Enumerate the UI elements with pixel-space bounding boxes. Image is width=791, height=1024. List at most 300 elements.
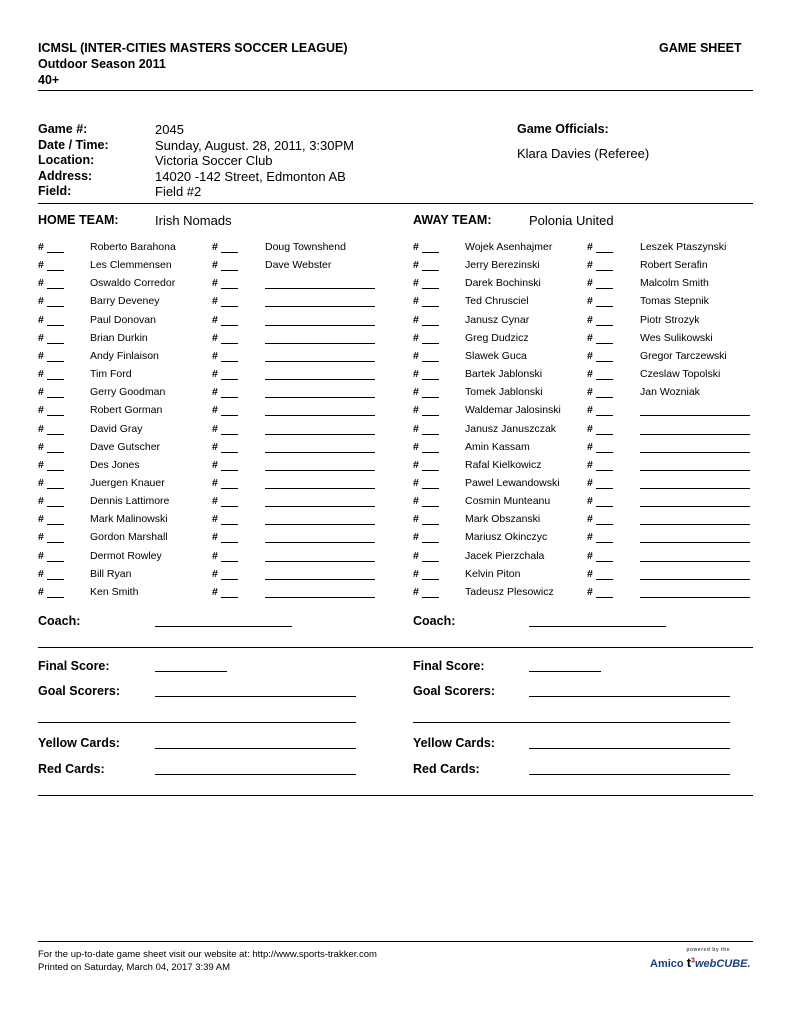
- footer-printed: Printed on Saturday, March 04, 2017 3:39 AM: [38, 962, 231, 973]
- jersey-number-field[interactable]: [212, 568, 238, 580]
- jersey-number-field[interactable]: [587, 459, 613, 471]
- number-prefix: #: [587, 423, 593, 435]
- jersey-number-field[interactable]: [587, 531, 613, 543]
- number-blank[interactable]: [422, 242, 439, 253]
- away-goal-scorers-line[interactable]: [529, 696, 730, 697]
- number-blank[interactable]: [422, 278, 439, 289]
- number-blank[interactable]: [422, 351, 439, 362]
- number-blank[interactable]: [596, 551, 613, 562]
- number-blank[interactable]: [47, 405, 64, 416]
- home-coach-label: Coach:: [38, 614, 81, 628]
- jersey-number-field[interactable]: [413, 386, 439, 398]
- jersey-number-field[interactable]: [212, 386, 238, 398]
- number-blank[interactable]: [47, 569, 64, 580]
- jersey-number-field[interactable]: [587, 277, 613, 289]
- number-blank[interactable]: [221, 369, 238, 380]
- away-player-name: Greg Dudzicz: [465, 332, 529, 344]
- number-prefix: #: [413, 277, 419, 289]
- field-label: Field:: [38, 184, 72, 198]
- away-player-blank-line[interactable]: [640, 513, 750, 525]
- header-divider: [38, 90, 753, 91]
- logo-brand-amico: Amico: [650, 958, 684, 970]
- home-player-blank-line[interactable]: [265, 404, 375, 416]
- away-player-blank-line[interactable]: [640, 441, 750, 453]
- home-player-name: Mark Malinowski: [90, 513, 168, 525]
- home-player-name: Juergen Knauer: [90, 477, 165, 489]
- away-player-name: Pawel Lewandowski: [465, 477, 560, 489]
- jersey-number-field[interactable]: [38, 423, 64, 435]
- number-blank[interactable]: [221, 496, 238, 507]
- home-player-blank-line[interactable]: [265, 350, 375, 362]
- number-blank[interactable]: [422, 587, 439, 598]
- away-red-cards-line[interactable]: [529, 774, 730, 775]
- number-blank[interactable]: [221, 514, 238, 525]
- away-player-blank-line[interactable]: [640, 459, 750, 471]
- jersey-number-field[interactable]: [212, 350, 238, 362]
- jersey-number-field[interactable]: [212, 259, 238, 271]
- number-blank[interactable]: [422, 260, 439, 271]
- home-player-name: Brian Durkin: [90, 332, 148, 344]
- number-prefix: #: [212, 277, 218, 289]
- home-player-blank-line[interactable]: [265, 441, 375, 453]
- away-yellow-cards-label: Yellow Cards:: [413, 736, 495, 750]
- number-blank[interactable]: [422, 387, 439, 398]
- number-blank[interactable]: [47, 260, 64, 271]
- number-blank[interactable]: [596, 442, 613, 453]
- jersey-number-field[interactable]: [212, 586, 238, 598]
- home-player-blank-line[interactable]: [265, 586, 375, 598]
- number-blank[interactable]: [221, 260, 238, 271]
- number-blank[interactable]: [47, 387, 64, 398]
- number-prefix: #: [38, 477, 44, 489]
- jersey-number-field[interactable]: [212, 241, 238, 253]
- season-title: Outdoor Season 2011: [38, 57, 166, 71]
- away-player-name: Tadeusz Plesowicz: [465, 586, 554, 598]
- home-player-blank-line[interactable]: [265, 277, 375, 289]
- logo-brand-cube: CUBE.: [716, 958, 751, 970]
- jersey-number-field[interactable]: [38, 477, 64, 489]
- game-number-label: Game #:: [38, 122, 88, 136]
- number-prefix: #: [413, 513, 419, 525]
- datetime-value: Sunday, August. 28, 2011, 3:30PM: [155, 138, 354, 153]
- number-blank[interactable]: [596, 460, 613, 471]
- jersey-number-field[interactable]: [38, 241, 64, 253]
- number-blank[interactable]: [47, 242, 64, 253]
- number-blank[interactable]: [596, 424, 613, 435]
- jersey-number-field[interactable]: [413, 332, 439, 344]
- number-prefix: #: [587, 495, 593, 507]
- home-player-blank-line[interactable]: [265, 568, 375, 580]
- jersey-number-field[interactable]: [38, 368, 64, 380]
- number-blank[interactable]: [47, 315, 64, 326]
- jersey-number-field[interactable]: [413, 441, 439, 453]
- jersey-number-field[interactable]: [38, 513, 64, 525]
- number-blank[interactable]: [47, 587, 64, 598]
- number-blank[interactable]: [422, 405, 439, 416]
- away-player-blank-line[interactable]: [640, 568, 750, 580]
- jersey-number-field[interactable]: [587, 568, 613, 580]
- game-number-value: 2045: [155, 122, 184, 137]
- number-prefix: #: [413, 568, 419, 580]
- home-player-blank-line[interactable]: [265, 368, 375, 380]
- jersey-number-field[interactable]: [38, 550, 64, 562]
- number-blank[interactable]: [596, 351, 613, 362]
- number-blank[interactable]: [596, 333, 613, 344]
- jersey-number-field[interactable]: [212, 423, 238, 435]
- number-blank[interactable]: [47, 424, 64, 435]
- number-prefix: #: [38, 495, 44, 507]
- jersey-number-field[interactable]: [38, 404, 64, 416]
- away-player-name: Rafal Kielkowicz: [465, 459, 542, 471]
- number-prefix: #: [413, 386, 419, 398]
- number-prefix: #: [212, 241, 218, 253]
- jersey-number-field[interactable]: [587, 550, 613, 562]
- number-prefix: #: [38, 586, 44, 598]
- away-player-name: Cosmin Munteanu: [465, 495, 551, 507]
- footer-divider: [38, 941, 753, 942]
- home-player-blank-line[interactable]: [265, 314, 375, 326]
- away-yellow-cards-line[interactable]: [529, 748, 730, 749]
- number-blank[interactable]: [422, 424, 439, 435]
- location-label: Location:: [38, 153, 95, 167]
- number-blank[interactable]: [221, 532, 238, 543]
- number-prefix: #: [212, 259, 218, 271]
- jersey-number-field[interactable]: [38, 332, 64, 344]
- number-blank[interactable]: [596, 587, 613, 598]
- jersey-number-field[interactable]: [413, 459, 439, 471]
- number-prefix: #: [38, 241, 44, 253]
- number-prefix: #: [587, 477, 593, 489]
- jersey-number-field[interactable]: [587, 404, 613, 416]
- away-player-name: Leszek Ptaszynski: [640, 241, 727, 253]
- number-blank[interactable]: [422, 514, 439, 525]
- number-prefix: #: [38, 568, 44, 580]
- number-blank[interactable]: [596, 532, 613, 543]
- number-blank[interactable]: [221, 405, 238, 416]
- home-goal-scorers-label: Goal Scorers:: [38, 684, 120, 698]
- home-player-blank-line[interactable]: [265, 459, 375, 471]
- jersey-number-field[interactable]: [587, 350, 613, 362]
- jersey-number-field[interactable]: [38, 277, 64, 289]
- jersey-number-field[interactable]: [413, 477, 439, 489]
- number-prefix: #: [413, 404, 419, 416]
- field-value: Field #2: [155, 184, 202, 199]
- jersey-number-field[interactable]: [212, 277, 238, 289]
- jersey-number-field[interactable]: [212, 495, 238, 507]
- number-blank[interactable]: [422, 496, 439, 507]
- home-player-blank-line[interactable]: [265, 550, 375, 562]
- jersey-number-field[interactable]: [413, 350, 439, 362]
- number-prefix: #: [413, 495, 419, 507]
- number-blank[interactable]: [422, 478, 439, 489]
- jersey-number-field[interactable]: [212, 459, 238, 471]
- number-prefix: #: [587, 459, 593, 471]
- away-coach-line[interactable]: [529, 626, 666, 627]
- number-blank[interactable]: [47, 460, 64, 471]
- jersey-number-field[interactable]: [413, 423, 439, 435]
- number-prefix: #: [413, 314, 419, 326]
- jersey-number-field[interactable]: [413, 277, 439, 289]
- number-blank[interactable]: [47, 514, 64, 525]
- number-blank[interactable]: [422, 460, 439, 471]
- number-blank[interactable]: [596, 278, 613, 289]
- away-player-name: Robert Serafin: [640, 259, 708, 271]
- home-final-score-line[interactable]: [155, 671, 227, 672]
- jersey-number-field[interactable]: [587, 423, 613, 435]
- number-prefix: #: [587, 550, 593, 562]
- jersey-number-field[interactable]: [38, 441, 64, 453]
- number-prefix: #: [212, 314, 218, 326]
- jersey-number-field[interactable]: [38, 495, 64, 507]
- jersey-number-field[interactable]: [413, 568, 439, 580]
- number-blank[interactable]: [47, 442, 64, 453]
- number-blank[interactable]: [221, 424, 238, 435]
- jersey-number-field[interactable]: [587, 441, 613, 453]
- number-blank[interactable]: [422, 569, 439, 580]
- away-player-name: Janusz Cynar: [465, 314, 530, 326]
- number-blank[interactable]: [221, 351, 238, 362]
- number-blank[interactable]: [596, 260, 613, 271]
- jersey-number-field[interactable]: [38, 586, 64, 598]
- number-prefix: #: [587, 259, 593, 271]
- number-prefix: #: [212, 568, 218, 580]
- home-goal-scorers-line[interactable]: [155, 696, 356, 697]
- number-blank[interactable]: [221, 442, 238, 453]
- number-prefix: #: [587, 513, 593, 525]
- number-blank[interactable]: [422, 315, 439, 326]
- number-blank[interactable]: [422, 551, 439, 562]
- home-player-blank-line[interactable]: [265, 531, 375, 543]
- jersey-number-field[interactable]: [413, 404, 439, 416]
- home-red-cards-label: Red Cards:: [38, 762, 105, 776]
- jersey-number-field[interactable]: [413, 531, 439, 543]
- home-player-name: Tim Ford: [90, 368, 132, 380]
- home-player-blank-line[interactable]: [265, 423, 375, 435]
- number-prefix: #: [38, 277, 44, 289]
- number-blank[interactable]: [221, 478, 238, 489]
- number-prefix: #: [587, 531, 593, 543]
- number-blank[interactable]: [47, 278, 64, 289]
- away-team-label: AWAY TEAM:: [413, 213, 492, 227]
- jersey-number-field[interactable]: [212, 314, 238, 326]
- number-prefix: #: [212, 586, 218, 598]
- address-value: 14020 -142 Street, Edmonton AB: [155, 169, 346, 184]
- away-player-blank-line[interactable]: [640, 531, 750, 543]
- away-player-blank-line[interactable]: [640, 477, 750, 489]
- number-prefix: #: [38, 295, 44, 307]
- away-player-name: Tomas Stepnik: [640, 295, 709, 307]
- number-blank[interactable]: [47, 333, 64, 344]
- number-blank[interactable]: [221, 333, 238, 344]
- jersey-number-field[interactable]: [587, 513, 613, 525]
- number-blank[interactable]: [596, 496, 613, 507]
- number-prefix: #: [587, 314, 593, 326]
- away-player-name: Slawek Guca: [465, 350, 527, 362]
- home-player-blank-line[interactable]: [265, 495, 375, 507]
- home-yellow-cards-label: Yellow Cards:: [38, 736, 120, 750]
- away-player-name: Wojek Asenhajmer: [465, 241, 553, 253]
- jersey-number-field[interactable]: [38, 386, 64, 398]
- home-red-cards-line[interactable]: [155, 774, 356, 775]
- jersey-number-field[interactable]: [587, 259, 613, 271]
- number-blank[interactable]: [221, 587, 238, 598]
- away-player-name: Jerry Berezinski: [465, 259, 540, 271]
- number-blank[interactable]: [221, 315, 238, 326]
- jersey-number-field[interactable]: [587, 586, 613, 598]
- number-blank[interactable]: [422, 532, 439, 543]
- jersey-number-field[interactable]: [587, 495, 613, 507]
- number-blank[interactable]: [221, 387, 238, 398]
- jersey-number-field[interactable]: [38, 295, 64, 307]
- home-player-blank-line[interactable]: [265, 332, 375, 344]
- jersey-number-field[interactable]: [413, 368, 439, 380]
- jersey-number-field[interactable]: [587, 295, 613, 307]
- jersey-number-field[interactable]: [212, 477, 238, 489]
- number-blank[interactable]: [47, 532, 64, 543]
- number-blank[interactable]: [422, 442, 439, 453]
- number-blank[interactable]: [47, 478, 64, 489]
- datetime-label: Date / Time:: [38, 138, 109, 152]
- number-prefix: #: [212, 441, 218, 453]
- number-prefix: #: [38, 259, 44, 271]
- home-coach-line[interactable]: [155, 626, 292, 627]
- jersey-number-field[interactable]: [212, 404, 238, 416]
- home-team-name: Irish Nomads: [155, 213, 232, 228]
- address-label: Address:: [38, 169, 93, 183]
- number-blank[interactable]: [221, 551, 238, 562]
- home-player-name: Robert Gorman: [90, 404, 163, 416]
- jersey-number-field[interactable]: [413, 495, 439, 507]
- jersey-number-field[interactable]: [587, 477, 613, 489]
- jersey-number-field[interactable]: [212, 368, 238, 380]
- jersey-number-field[interactable]: [413, 314, 439, 326]
- number-blank[interactable]: [47, 551, 64, 562]
- jersey-number-field[interactable]: [413, 259, 439, 271]
- home-player-blank-line[interactable]: [265, 513, 375, 525]
- number-blank[interactable]: [422, 369, 439, 380]
- number-blank[interactable]: [596, 315, 613, 326]
- number-blank[interactable]: [596, 405, 613, 416]
- away-player-blank-line[interactable]: [640, 550, 750, 562]
- number-blank[interactable]: [596, 387, 613, 398]
- home-goal-scorers-line-2[interactable]: [38, 722, 356, 723]
- home-final-score-label: Final Score:: [38, 659, 110, 673]
- number-blank[interactable]: [47, 296, 64, 307]
- number-prefix: #: [38, 513, 44, 525]
- jersey-number-field[interactable]: [38, 459, 64, 471]
- number-blank[interactable]: [221, 460, 238, 471]
- home-player-name: Andy Finlaison: [90, 350, 159, 362]
- number-prefix: #: [413, 423, 419, 435]
- number-prefix: #: [38, 531, 44, 543]
- number-blank[interactable]: [221, 296, 238, 307]
- away-team-name: Polonia United: [529, 213, 614, 228]
- number-blank[interactable]: [596, 242, 613, 253]
- away-coach-label: Coach:: [413, 614, 456, 628]
- jersey-number-field[interactable]: [38, 568, 64, 580]
- number-prefix: #: [413, 241, 419, 253]
- home-player-name: Barry Deveney: [90, 295, 160, 307]
- home-player-blank-line[interactable]: [265, 386, 375, 398]
- jersey-number-field[interactable]: [212, 513, 238, 525]
- away-player-name: Piotr Strozyk: [640, 314, 700, 326]
- home-player-blank-line[interactable]: [265, 477, 375, 489]
- away-player-name: Jacek Pierzchala: [465, 550, 545, 562]
- number-blank[interactable]: [221, 278, 238, 289]
- jersey-number-field[interactable]: [587, 386, 613, 398]
- away-player-blank-line[interactable]: [640, 423, 750, 435]
- jersey-number-field[interactable]: [413, 550, 439, 562]
- number-blank[interactable]: [596, 514, 613, 525]
- home-player-name: Roberto Barahona: [90, 241, 176, 253]
- number-blank[interactable]: [596, 369, 613, 380]
- number-blank[interactable]: [422, 296, 439, 307]
- away-player-blank-line[interactable]: [640, 495, 750, 507]
- jersey-number-field[interactable]: [38, 350, 64, 362]
- number-blank[interactable]: [596, 296, 613, 307]
- jersey-number-field[interactable]: [413, 513, 439, 525]
- number-prefix: #: [587, 241, 593, 253]
- home-player-name: Gordon Marshall: [90, 531, 168, 543]
- jersey-number-field[interactable]: [587, 241, 613, 253]
- away-player-blank-line[interactable]: [640, 586, 750, 598]
- number-prefix: #: [38, 368, 44, 380]
- away-player-name: Gregor Tarczewski: [640, 350, 727, 362]
- jersey-number-field[interactable]: [38, 314, 64, 326]
- jersey-number-field[interactable]: [413, 241, 439, 253]
- jersey-number-field[interactable]: [212, 295, 238, 307]
- jersey-number-field[interactable]: [413, 295, 439, 307]
- number-blank[interactable]: [422, 333, 439, 344]
- number-blank[interactable]: [47, 351, 64, 362]
- jersey-number-field[interactable]: [587, 368, 613, 380]
- jersey-number-field[interactable]: [212, 531, 238, 543]
- number-prefix: #: [413, 350, 419, 362]
- number-prefix: #: [413, 550, 419, 562]
- number-blank[interactable]: [596, 478, 613, 489]
- away-player-name: Ted Chrusciel: [465, 295, 529, 307]
- home-player-blank-line[interactable]: [265, 295, 375, 307]
- away-final-score-line[interactable]: [529, 671, 601, 672]
- jersey-number-field[interactable]: [587, 314, 613, 326]
- jersey-number-field[interactable]: [212, 550, 238, 562]
- jersey-number-field[interactable]: [212, 332, 238, 344]
- away-player-blank-line[interactable]: [640, 404, 750, 416]
- away-player-name: Jan Wozniak: [640, 386, 700, 398]
- number-blank[interactable]: [47, 369, 64, 380]
- number-prefix: #: [38, 423, 44, 435]
- number-blank[interactable]: [47, 496, 64, 507]
- jersey-number-field[interactable]: [38, 531, 64, 543]
- jersey-number-field[interactable]: [212, 441, 238, 453]
- away-player-name: Bartek Jablonski: [465, 368, 543, 380]
- number-prefix: #: [413, 332, 419, 344]
- doc-type-title: GAME SHEET: [659, 41, 742, 55]
- logo-powered-text: powered by the: [686, 947, 730, 953]
- away-player-name: Mariusz Okinczyc: [465, 531, 548, 543]
- number-blank[interactable]: [596, 569, 613, 580]
- home-yellow-cards-line[interactable]: [155, 748, 356, 749]
- jersey-number-field[interactable]: [587, 332, 613, 344]
- jersey-number-field[interactable]: [38, 259, 64, 271]
- home-player-name: Dennis Lattimore: [90, 495, 170, 507]
- jersey-number-field[interactable]: [413, 586, 439, 598]
- number-blank[interactable]: [221, 242, 238, 253]
- number-prefix: #: [587, 350, 593, 362]
- number-blank[interactable]: [221, 569, 238, 580]
- away-goal-scorers-line-2[interactable]: [413, 722, 730, 723]
- number-prefix: #: [413, 459, 419, 471]
